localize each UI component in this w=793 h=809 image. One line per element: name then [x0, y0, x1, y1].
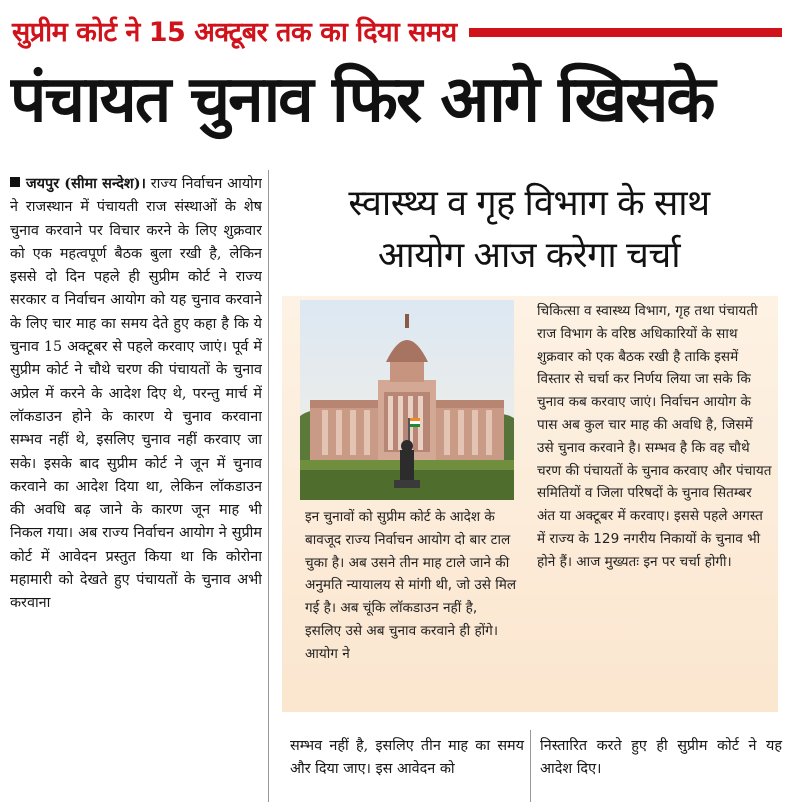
left-column-text: राज्य निर्वाचन आयोग ने राजस्थान में पंचायती राज संस्थाओं के शेष चुनाव करवाने पर विचार करने के लिए शुक्रवार को एक महत्वपूर्ण बैठक बुला रखी है, लेकिन इससे दो दिन पहले ही सुप्रीम कोर्ट ने राज्य सरकार व निर्वाचन आयोग को यह चुनाव करवाने के लिए चार माह का समय देते हुए कहा है कि ये चुनाव 15 अक्टूबर से पहले करवाए जाएं। पूर्व में सुप्रीम कोर्ट ने चौथे चरण की पंचायतों के चुनाव अप्रेल में करने के आदेश दिए थे, परन्तु मार्च में लॉकडाउन होने के कारण ये चुनाव करवाना सम्भव नहीं थे, इसलिए चुनाव नहीं करवाए जा सके। इसके बाद सुप्रीम कोर्ट ने जून में चुनाव करवाने का आदेश दिया था, लेकिन लॉकडाउन की अवधि बढ़ जाने के कारण जून माह भी निकल गया। अब राज्य निर्वाचन आयोग ने सुप्रीम कोर्ट में आवेदन प्रस्तुत किया था कि कोरोना महामारी को देखते हुए पंचायतों के चुनाव अभी करवाना: [10, 176, 262, 612]
bottom-middle-column: सम्भव नहीं है, इसलिए तीन माह का समय और दिया जाए। इस आवेदन को: [290, 738, 524, 778]
kicker-line: [12, 10, 782, 50]
square-bullet-icon: [10, 177, 20, 187]
left-column-paragraph: [10, 172, 262, 616]
supreme-court-building-icon: [300, 300, 514, 500]
kicker-red-bar: [469, 28, 782, 37]
column-divider-left: [268, 170, 269, 802]
feature-box-left-text: इन चुनावों को सुप्रीम कोर्ट के आदेश के बावजूद राज्य निर्वाचन आयोग दो बार टाल चुका है। अब उसने तीन माह टाले जाने की अनुमति न्यायालय से मांगी थी, जो उसे मिल गई है। अब चूंकि लॉकडाउन नहीं है, इसलिए उसे अब चुनाव करवाने ही होंगे। आयोग ने: [305, 509, 517, 662]
sub-headline-line-2: आयोग आज करेगा चर्चा: [377, 235, 681, 276]
column-divider-right: [530, 730, 531, 802]
supreme-court-photo: [300, 300, 514, 500]
sub-headline: [274, 178, 784, 282]
feature-box-right-text: चिकित्सा व स्वास्थ्य विभाग, गृह तथा पंचायती राज विभाग के वरिष्ठ अधिकारियों के साथ शुक्रवार को एक बैठक रखी है ताकि इसमें विस्तार से चर्चा कर निर्णय लिया जा सके कि चुनाव कब करवाए जाएं। निर्वाचन आयोग के पास अब कुल चार माह की अवधि है, जिसमें उसे चुनाव करवाने है। सम्भव है कि वह चौथे चरण की पंचायतों के चुनाव करवाए और पंचायत समितियों व जिला परिषदों के चुनाव सितम्बर अंत या अक्टूबर में करवाए। इससे पहले अगस्त में राज्य के 129 नगरीय निकायों के चुनाव भी होने हैं। आज मुख्यतः इन पर चर्चा होगी।: [537, 303, 772, 570]
bottom-right-column: निस्तारित करते हुए ही सुप्रीम कोर्ट ने यह आदेश दिए।: [540, 738, 782, 778]
main-headline: पंचायत चुनाव फिर आगे खिसके: [10, 63, 714, 137]
dateline: जयपुर (सीमा सन्देश)।: [26, 175, 146, 192]
left-column: [10, 172, 262, 802]
sub-headline-line-1: स्वास्थ्य व गृह विभाग के साथ: [348, 183, 710, 224]
kicker-text: सुप्रीम कोर्ट ने 15 अक्टूबर तक का दिया समय: [12, 16, 457, 48]
